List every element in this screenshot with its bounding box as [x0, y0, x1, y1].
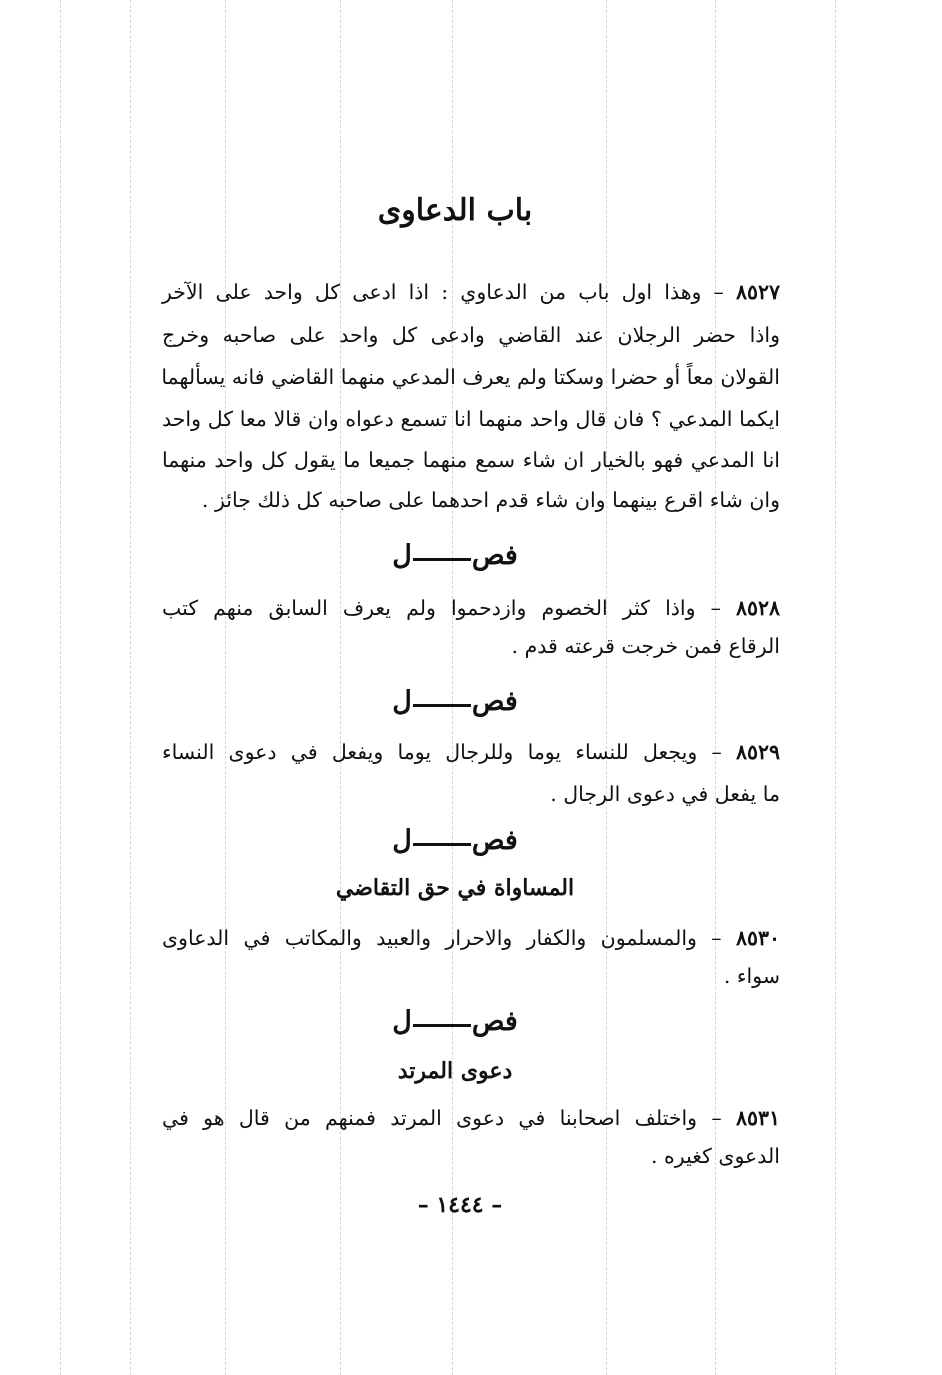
fasl-tatweel: [413, 843, 471, 846]
paragraph-8527-line-3: القولان معاً أو حضرا وسكتا ولم يعرف المدعي منهما القاضي فانه يسألهما: [161, 365, 780, 389]
paragraph-number: ٨٥٢٨: [735, 596, 780, 620]
paragraph-number: ٨٥٣١: [735, 1106, 780, 1130]
fasl-label: فص: [471, 540, 518, 571]
section-subheading: المساواة في حق التقاضي: [335, 875, 575, 901]
fasl-tatweel: [413, 1024, 471, 1027]
section-heading-fasl: فصل: [392, 825, 518, 856]
paragraph-8530-line-2: سواء .: [723, 964, 780, 988]
paragraph-8529-line-1: ٨٥٢٩ – ويجعل للنساء يوما وللرجال يوما ويفعل في دعوى النساء: [162, 740, 780, 764]
paragraph-8531-line-2: الدعوى كغيره .: [650, 1144, 780, 1168]
paragraph-8530-line-1: ٨٥٣٠ – والمسلمون والكفار والاحرار والعبيد والمكاتب في الدعاوى: [162, 926, 780, 950]
section-heading-fasl: فصل: [392, 686, 518, 717]
paragraph-8527-line-6: وان شاء اقرع بينهما وان شاء قدم احدهما على صاحبه كل ذلك جائز .: [201, 488, 780, 512]
section-heading-fasl: فصل: [392, 1006, 518, 1037]
paragraph-8527-line-4: ايكما المدعي ؟ فان قال واحد منهما انا تسمع دعواه وان قالا معا كل واحد: [162, 407, 780, 431]
chapter-title: باب الدعاوى: [377, 193, 533, 228]
paragraph-8527-line-1: ٨٥٢٧ – وهذا اول باب من الدعاوي : اذا ادعى كل واحد على الآخر: [162, 280, 780, 304]
paragraph-8527-line-2: واذا حضر الرجلان عند القاضي وادعى كل واحد على صاحبه وخرج: [162, 323, 780, 347]
paragraph-number: ٨٥٣٠: [735, 926, 780, 950]
fasl-tatweel: [413, 704, 471, 707]
page-number: – ١٤٤٤ –: [417, 1192, 503, 1218]
section-heading-fasl: فصل: [392, 540, 518, 571]
paragraph-8527-line-5: انا المدعي فهو بالخيار ان شاء سمع منهما جميعا ما يقول كل واحد منهما: [162, 448, 780, 472]
fasl-tatweel: [413, 558, 471, 561]
paragraph-8529-line-2: ما يفعل في دعوى الرجال .: [550, 782, 780, 806]
paragraph-8528-line-1: ٨٥٢٨ – واذا كثر الخصوم وازدحموا ولم يعرف السابق منهم كتب: [162, 596, 780, 620]
paragraph-8528-line-2: الرقاع فمن خرجت قرعته قدم .: [511, 634, 780, 658]
paragraph-number: ٨٥٢٩: [735, 740, 780, 764]
paragraph-8531-line-1: ٨٥٣١ – واختلف اصحابنا في دعوى المرتد فمنهم من قال هو في: [162, 1106, 780, 1130]
paragraph-number: ٨٥٢٧: [735, 280, 780, 304]
section-subheading: دعوى المرتد: [397, 1058, 513, 1084]
